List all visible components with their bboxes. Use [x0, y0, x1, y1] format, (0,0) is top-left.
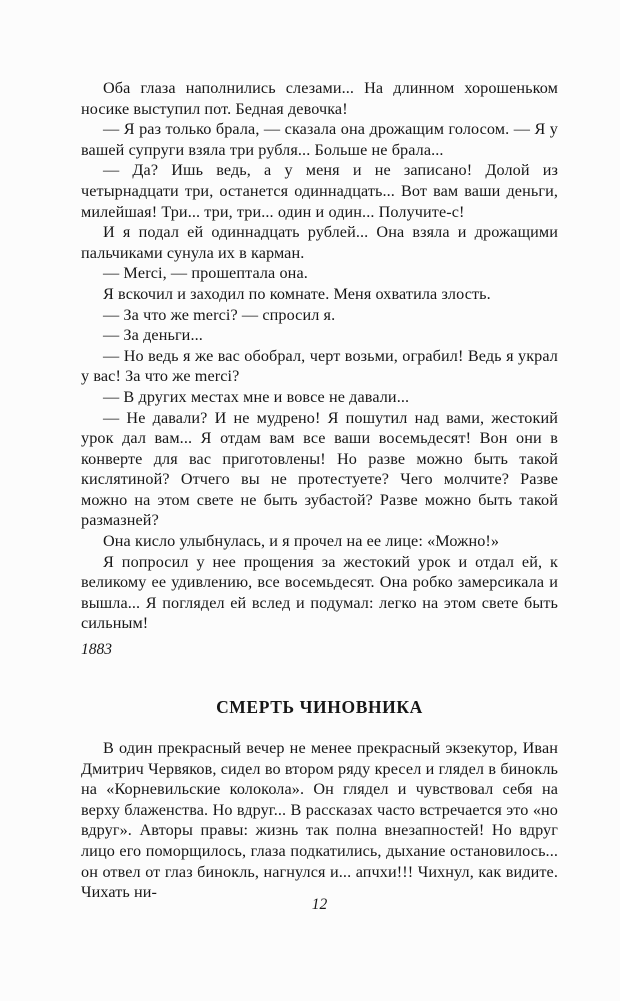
paragraph: Я попросил у нее прощения за жестокий урок и отдал ей, к великому ее удивлению, все восемьдесят. Она робко замерсикала и вышла... Я поглядел ей вслед и подумал: легко на этом свете быть сильным! [81, 552, 558, 633]
paragraph: В один прекрасный вечер не менее прекрасный экзекутор, Иван Дмитрич Червяков, сидел во втором ряду кресел и глядел в бинокль на «Корневильские колокола». Он глядел и чувствовал себя на верху блаженства. Но вдруг... В рассказах часто встречается это «но вдруг». Авторы правы: жизнь так полна внезапностей! Но вдруг лицо его поморщилось, глаза подкатились, дыхание остановилось... он отвел от глаз бинокль, нагнулся и... апчхи!!! Чихнул, как видите. Чихать ни- [81, 739, 558, 902]
year-note: 1883 [81, 641, 112, 659]
paragraph: Она кисло улыбнулась, и я прочел на ее лице: «Можно!» [103, 532, 500, 551]
book-page-text-block [81, 78, 558, 903]
chapter-title: СМЕРТЬ ЧИНОВНИКА [216, 697, 423, 718]
paragraph: Оба глаза наполнились слезами... На длинном хорошеньком носике выступил пот. Бедная девочка! [81, 79, 558, 118]
paragraph-dialogue: — Я раз только брала, — сказала она дрожащим голосом. — Я у вашей супруги взяла три рубля... Больше не брала... [81, 120, 558, 159]
story-beginning-section [81, 738, 558, 903]
paragraph-dialogue: — Merci, — прошептала она. [103, 264, 308, 283]
paragraph-dialogue: — Да? Ишь ведь, а у меня и не записано! Долой из четырнадцати три, останется одиннадцать... Вот вам ваши деньги, милейшая! Три... три, три... один и один... Получите-с! [81, 161, 558, 221]
paragraph-dialogue: — За что же merci? — спросил я. [103, 305, 336, 324]
page-number: 12 [311, 896, 328, 913]
paragraph-dialogue: — Не давали? И не мудрено! Я пошутил над вами, жестокий урок дал вам... Я отдам вам все ваши восемьдесят! Вон они в конверте для вас приготовлены! Но разве можно быть такой кислятиной? Отчего вы не протестуете? Чего молчите? Разве можно на этом свете не быть зубастой? Разве можно быть такой размазней? [81, 408, 558, 530]
story-ending-section [81, 78, 558, 634]
paragraph: Я вскочил и заходил по комнате. Меня охватила злость. [103, 284, 491, 303]
paragraph: И я подал ей одиннадцать рублей... Она взяла и дрожащими пальчиками сунула их в карман. [81, 223, 558, 262]
paragraph-dialogue: — В других местах мне и вовсе не давали... [103, 387, 410, 406]
paragraph-dialogue: — Но ведь я же вас обобрал, черт возьми, ограбил! Ведь я украл у вас! За что же merci? [81, 346, 558, 386]
paragraph-dialogue: — За деньги... [103, 326, 203, 345]
